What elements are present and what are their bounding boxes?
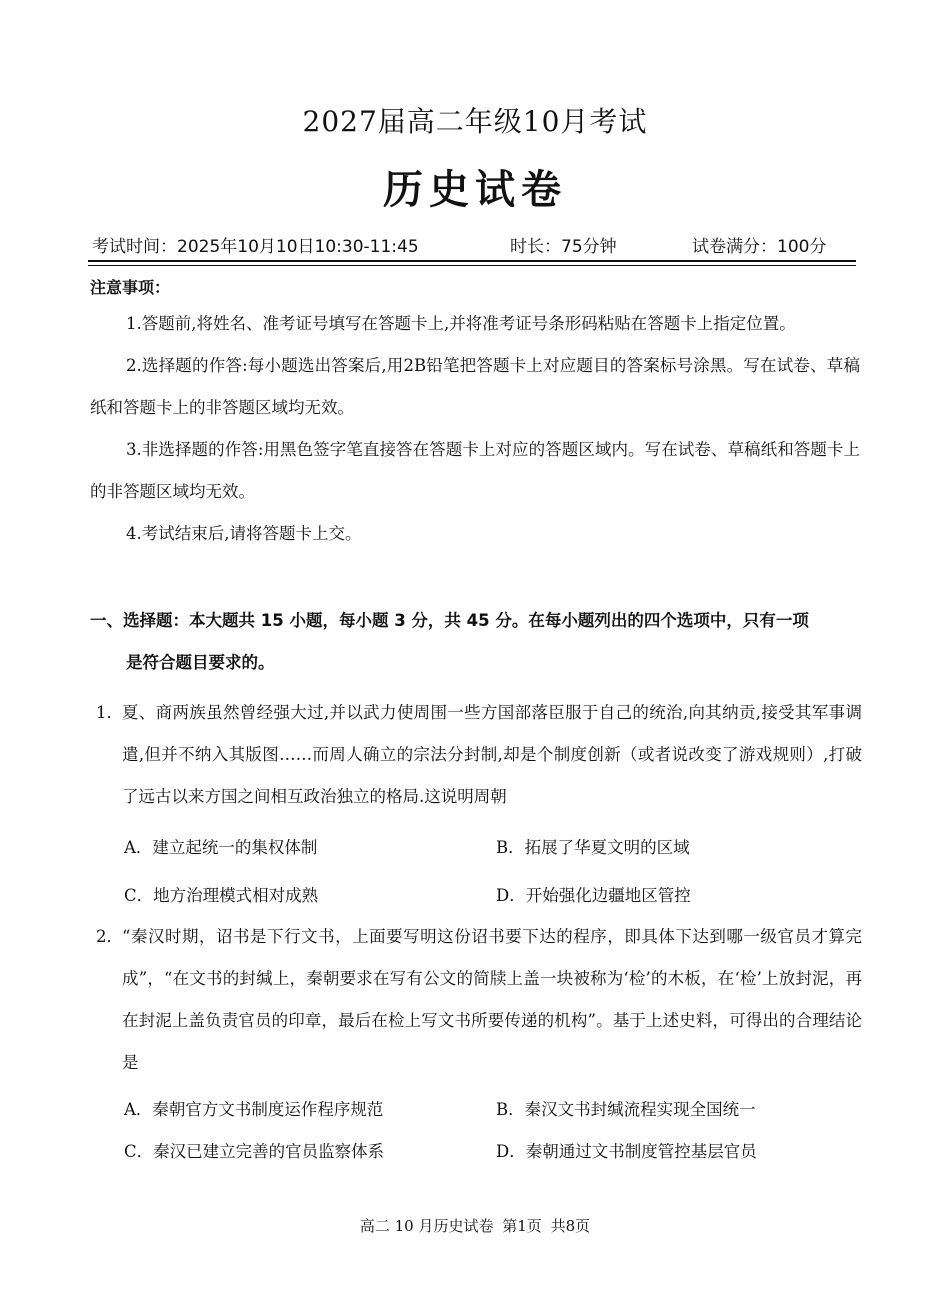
page-footer — [0, 1215, 950, 1236]
footer-page-total: 共8页 — [550, 1217, 591, 1235]
notice-item-3: 3.非选择题的作答:用黑色签字笔直接答在答题卡上对应的答题区域内。写在试卷、草稿纸和答题卡上的非答题区域均无效。 — [90, 440, 860, 501]
footer-page-number: 第1页 — [502, 1217, 542, 1235]
q1-option-d[interactable]: D．开始强化边疆地区管控 — [496, 886, 691, 905]
exam-full-score: 试卷满分：100分 — [692, 237, 827, 257]
paper-title: 历史试卷 — [383, 166, 567, 213]
notice-item-4: 4.考试结束后,请将答题卡上交。 — [126, 524, 362, 543]
q2-option-d[interactable]: D．秦朝通过文书制度管控基层官员 — [496, 1142, 757, 1161]
header-rule-thick — [88, 260, 856, 262]
q2-option-a[interactable]: A．秦朝官方文书制度运作程序规范 — [124, 1100, 384, 1119]
q1-option-c[interactable]: C．地方治理模式相对成熟 — [124, 886, 319, 905]
section-heading — [90, 600, 865, 684]
q1-option-b[interactable]: B．拓展了华夏文明的区域 — [496, 838, 690, 857]
header-rule-thin — [88, 265, 856, 266]
notice-item-1: 1.答题前,将姓名、准考证号填写在答题卡上,并将准考证号条形码粘贴在答题卡上指定位置。 — [126, 314, 796, 333]
exam-info-bar — [92, 232, 856, 256]
exam-time: 考试时间：2025年10月10日10:30-11:45 — [92, 237, 419, 257]
q2-option-b[interactable]: B．秦汉文书封缄流程实现全国统一 — [496, 1100, 756, 1119]
section-heading-line1: 一、选择题：本大题共 15 小题，每小题 3 分，共 45 分。在每小题列出的四个选项中，只有一项 — [90, 611, 809, 630]
q2-option-c[interactable]: C．秦汉已建立完善的官员监察体系 — [124, 1142, 385, 1161]
exam-duration: 时长：75分钟 — [510, 237, 617, 257]
question-number: 2． — [96, 927, 123, 946]
notice-item-2: 2.选择题的作答:每小题选出答案后,用2B铅笔把答题卡上对应题目的答案标号涂黑。写在试卷、草稿纸和答题卡上的非答题区域均无效。 — [90, 356, 860, 417]
question-stem: 夏、商两族虽然曾经强大过,并以武力使周围一些方国部落臣服于自己的统治,向其纳贡,接受其军事调遣,但并不纳入其版图……而周人确立的宗法分封制,却是个制度创新（或者说改变了游戏规则）,打破了远古以来方国之间相互政治独立的格局.这说明周朝 — [122, 703, 862, 806]
notice-heading: 注意事项： — [90, 278, 171, 297]
question-number: 1． — [96, 703, 123, 722]
footer-paper-name: 高二 10 月历史试卷 — [359, 1217, 494, 1235]
question-1 — [96, 692, 862, 818]
q1-option-a[interactable]: A．建立起统一的集权体制 — [124, 838, 318, 857]
question-2 — [96, 916, 862, 1084]
section-heading-line2: 是符合题目要求的。 — [126, 653, 275, 672]
exam-title: 2027届高二年级10月考试 — [302, 105, 648, 138]
question-stem: “秦汉时期，诏书是下行文书，上面要写明这份诏书要下达的程序，即具体下达到哪一级官员才算完成”，“在文书的封缄上，秦朝要求在写有公文的简牍上盖一块被称为‘检’的木板，在‘检’上放封泥，再在封泥上盖负责官员的印章，最后在检上写文书所要传递的机构”。基于上述史料，可得出的合理结论是 — [122, 927, 862, 1072]
